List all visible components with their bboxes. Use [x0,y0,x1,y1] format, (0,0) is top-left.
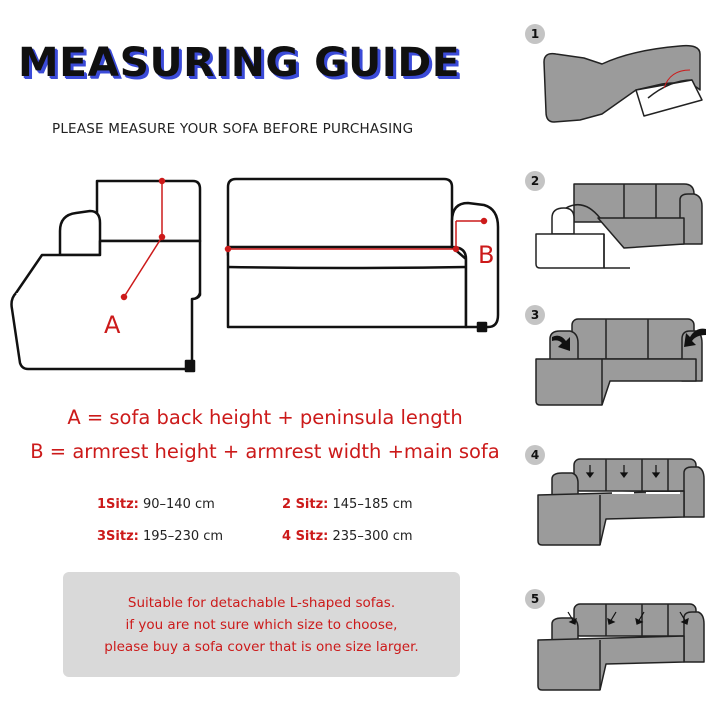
straight-sofa-diagram [222,175,512,335]
note-line-1: Suitable for detachable L-shaped sofas. [127,595,396,611]
step-3-badge: 3 [525,305,545,325]
step-2-badge: 2 [525,171,545,191]
size-2sitz [282,497,413,512]
size-value: 235–300 cm [332,529,413,544]
label-a: A [104,311,121,339]
note-line-3: please buy a sofa cover that is one size larger. [104,639,419,655]
step-1-illustration [540,40,710,130]
step-4-badge: 4 [525,445,545,465]
page-subtitle: PLEASE MEASURE YOUR SOFA BEFORE PURCHASING [52,121,414,137]
step-2-illustration [534,178,709,273]
formula-b: B = armrest height + armrest width +main sofa [30,440,500,463]
step-5-badge: 5 [525,589,545,609]
step-1-badge: 1 [525,24,545,44]
formula-a: A = sofa back height + peninsula length [67,406,463,429]
page-title: MEASURING GUIDE [18,40,461,86]
note-line-2: if you are not sure which size to choose, [125,617,398,633]
size-3sitz [97,529,223,544]
step-3-illustration [530,315,710,410]
size-1sitz [97,497,215,512]
size-label: 3Sitz: [97,529,139,544]
size-value: 195–230 cm [142,529,224,544]
step-4-illustration [534,455,709,550]
chaise-sofa-diagram [10,175,220,375]
size-label: 4 Sitz: [282,529,329,544]
size-label: 1Sitz: [97,497,139,512]
step-5-illustration [534,600,709,695]
size-4sitz [282,529,413,544]
size-value: 90–140 cm [142,497,215,512]
size-label: 2 Sitz: [282,497,329,512]
label-b: B [478,241,495,269]
size-value: 145–185 cm [332,497,413,512]
